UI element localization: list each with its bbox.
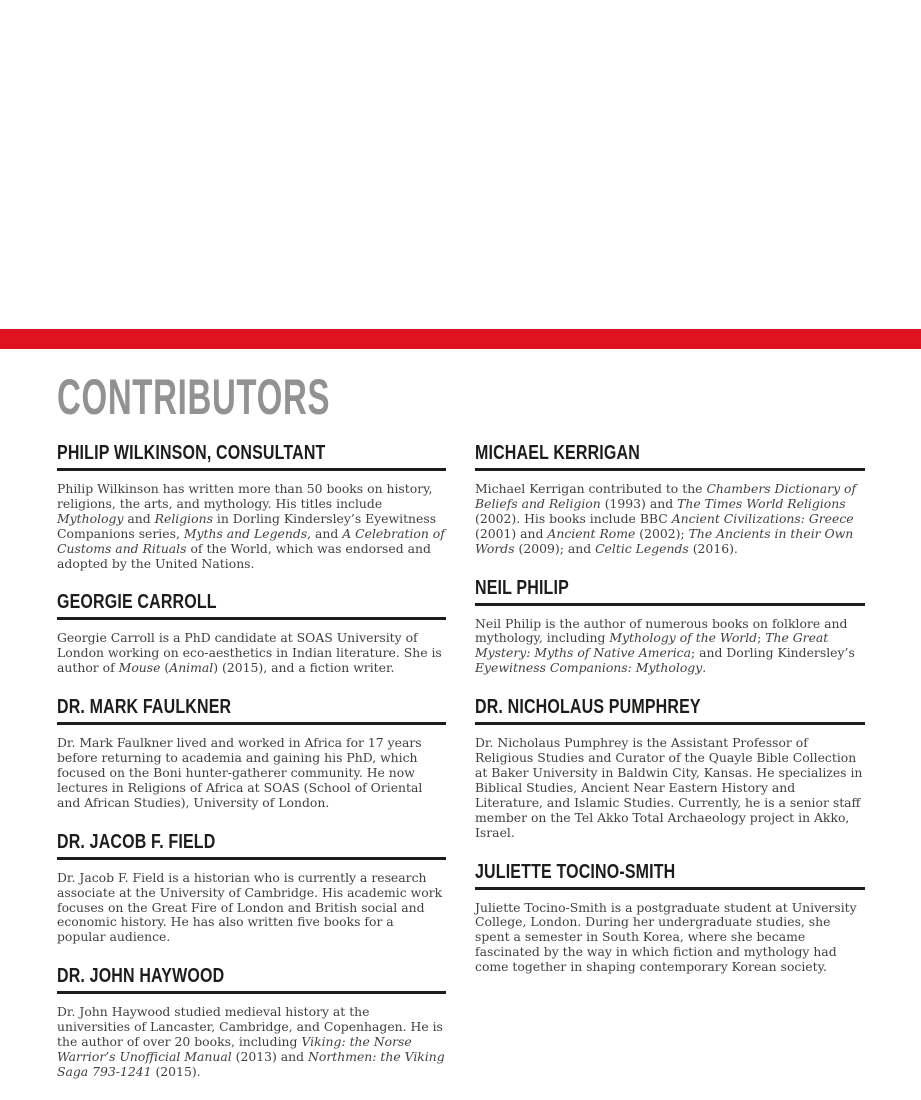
contributor-bio-section [475,861,865,976]
bio-text-segment: Philip Wilkinson has written more than 50 books on history, religions, the arts, and mythology. His titles include [57,481,433,511]
bio-text-segment: (2001) and [475,525,548,541]
contributor-bio-section [475,442,865,557]
book-title-italic: Eyewitness Companions: Mythology [475,660,703,676]
bio-text-segment: Dr. Jacob F. Field is a historian who is currently a research associate at the University of Cambridge. His academic work focuses on the Great Fire of London and British social and economic history. He has also written five books for a popular audience. [57,869,443,945]
contributor-name-text: DR. JACOB F. FIELD [57,830,216,853]
heading-underline-rule [475,603,865,606]
contributor-name-text: JULIETTE TOCINO-SMITH [475,860,676,883]
heading-underline-rule [57,617,446,620]
book-title-italic: The Times World Religions [677,495,846,511]
bio-text-segment: ( [160,660,170,676]
bio-text-segment: Michael Kerrigan contributed to the [475,481,707,496]
contributor-name-heading [57,442,446,464]
bio-text-segment: ) (2015), and a fiction writer. [213,660,395,676]
contributor-bio-text [475,482,865,557]
contributor-bio-text [57,631,446,676]
contributor-bio-section [57,442,446,571]
contributor-bio-section [475,577,865,677]
book-title-italic: Animal [169,660,214,676]
contributor-bio-text [57,482,446,571]
heading-underline-rule [57,857,446,860]
book-title-italic: Celtic Legends [595,540,689,556]
book-title-italic: Viking: the Norse Warrior’s Unofficial Manual [57,1034,412,1064]
contributor-bio-text [475,901,865,976]
contributor-bio-text [475,617,865,677]
contributor-bio-section [57,831,446,946]
bio-text-segment: Dr. Nicholaus Pumphrey is the Assistant Professor of Religious Studies and Curator of the Quayle Bible Collection at Baker University in Baldwin City, Kansas. He specializes in Biblical Studies, Ancient Near Eastern History and Literature, and Islamic Studies. Currently, he is a senior staff member on the Tel Akko Total Archaeology project in Akko, Israel. [475,735,863,840]
contributor-bio-section [57,591,446,676]
bio-text-segment: Dr. Mark Faulkner lived and worked in Africa for 17 years before returning to academia and gaining his PhD, which focused on the Boni hunter-gatherer community. He now lectures in Religions of Africa at SOAS (School of Oriental and African Studies), University of London. [57,735,423,810]
book-title-italic: Mythology [57,510,124,526]
bio-text-segment: and [123,510,155,526]
contributor-name-text: DR. MARK FAULKNER [57,696,232,719]
contributor-name-heading [57,831,446,853]
contributor-bio-section [57,965,446,1080]
contributors-column-left [57,442,446,1100]
bio-text-segment: (2002); [635,525,689,541]
contributor-name-text: GEORGIE CARROLL [57,591,217,614]
contributor-bio-text [57,1005,446,1080]
contributor-name-heading [475,442,865,464]
book-title-italic: Mythology of the World [609,630,758,646]
heading-underline-rule [57,722,446,725]
heading-underline-rule [57,991,446,994]
bio-text-segment: of the World, which was endorsed and adopted by the United Nations. [57,540,431,571]
contributor-name-heading [57,591,446,613]
contributor-bio-text [57,871,446,946]
book-title-italic: The Ancients in their Own Words [475,525,854,556]
book-title-italic: A Celebration of Customs and Rituals [57,525,445,556]
bio-text-segment: ; [757,630,766,646]
book-title-italic: Ancient Rome [547,525,636,541]
contributor-bio-text [57,736,446,811]
bio-text-segment: Neil Philip is the author of numerous books on folklore and mythology, including [475,615,848,646]
bio-text-segment: Dr. John Haywood studied medieval history at the universities of Lancaster, Cambridge, and Copenhagen. He is the author of over 20 books, including [57,1004,443,1050]
book-title-italic: Religions [154,510,213,526]
heading-underline-rule [475,722,865,725]
bio-text-segment: . [702,660,707,676]
bio-text-segment: (2013) and [231,1048,309,1064]
book-title-italic: Northmen: the Viking Saga 793-1241 [57,1048,445,1079]
contributor-name-heading [475,696,865,718]
contributors-column-right [475,442,865,995]
book-title-italic: Mouse [118,660,161,676]
page-title-text: CONTRIBUTORS [57,369,331,425]
bio-text-segment: (1993) and [600,495,678,511]
heading-underline-rule [475,887,865,890]
heading-underline-rule [57,468,446,471]
contributor-name-text: NEIL PHILIP [475,576,569,599]
contributor-name-text: PHILIP WILKINSON, CONSULTANT [57,442,326,464]
bio-text-segment: , and [307,525,343,541]
contributor-name-text: MICHAEL KERRIGAN [475,442,640,464]
heading-underline-rule [475,468,865,471]
bio-text-segment: (2009); and [514,540,596,556]
contributor-name-text: DR. JOHN HAYWOOD [57,965,225,988]
book-title-italic: The Great Mystery: Myths of Native America [475,630,829,661]
page-title [57,369,471,425]
bio-text-segment: (2016). [688,540,738,556]
book-title-italic: Ancient Civilizations: Greece [671,510,854,526]
book-title-italic: Chambers Dictionary of Beliefs and Religion [475,481,857,511]
bio-text-segment: (2002). His books include BBC [475,510,672,526]
contributor-name-heading [57,696,446,718]
contributor-bio-section [475,696,865,840]
contributor-name-heading [475,577,865,599]
bio-text-segment: in Dorling Kindersley’s Eyewitness Companions series, [57,510,437,541]
red-accent-band [0,329,921,349]
bio-text-segment: (2015). [151,1063,201,1079]
contributor-name-heading [475,861,865,883]
bio-text-segment: Juliette Tocino-Smith is a postgraduate student at University College, London. During her undergraduate studies, she spent a semester in South Korea, where she became fascinated by the way in which fiction and mythology had come together in shaping contemporary Korean society. [475,899,857,975]
bio-text-segment: Georgie Carroll is a PhD candidate at SOAS University of London working on eco-aesthetics in Indian literature. She is author of [57,630,442,676]
contributor-name-heading [57,965,446,987]
contributor-name-text: DR. NICHOLAUS PUMPHREY [475,696,701,719]
contributor-bio-section [57,696,446,811]
contributor-bio-text [475,736,865,840]
book-title-italic: Myths and Legends [183,525,308,541]
bio-text-segment: ; and Dorling Kindersley’s [691,645,855,661]
